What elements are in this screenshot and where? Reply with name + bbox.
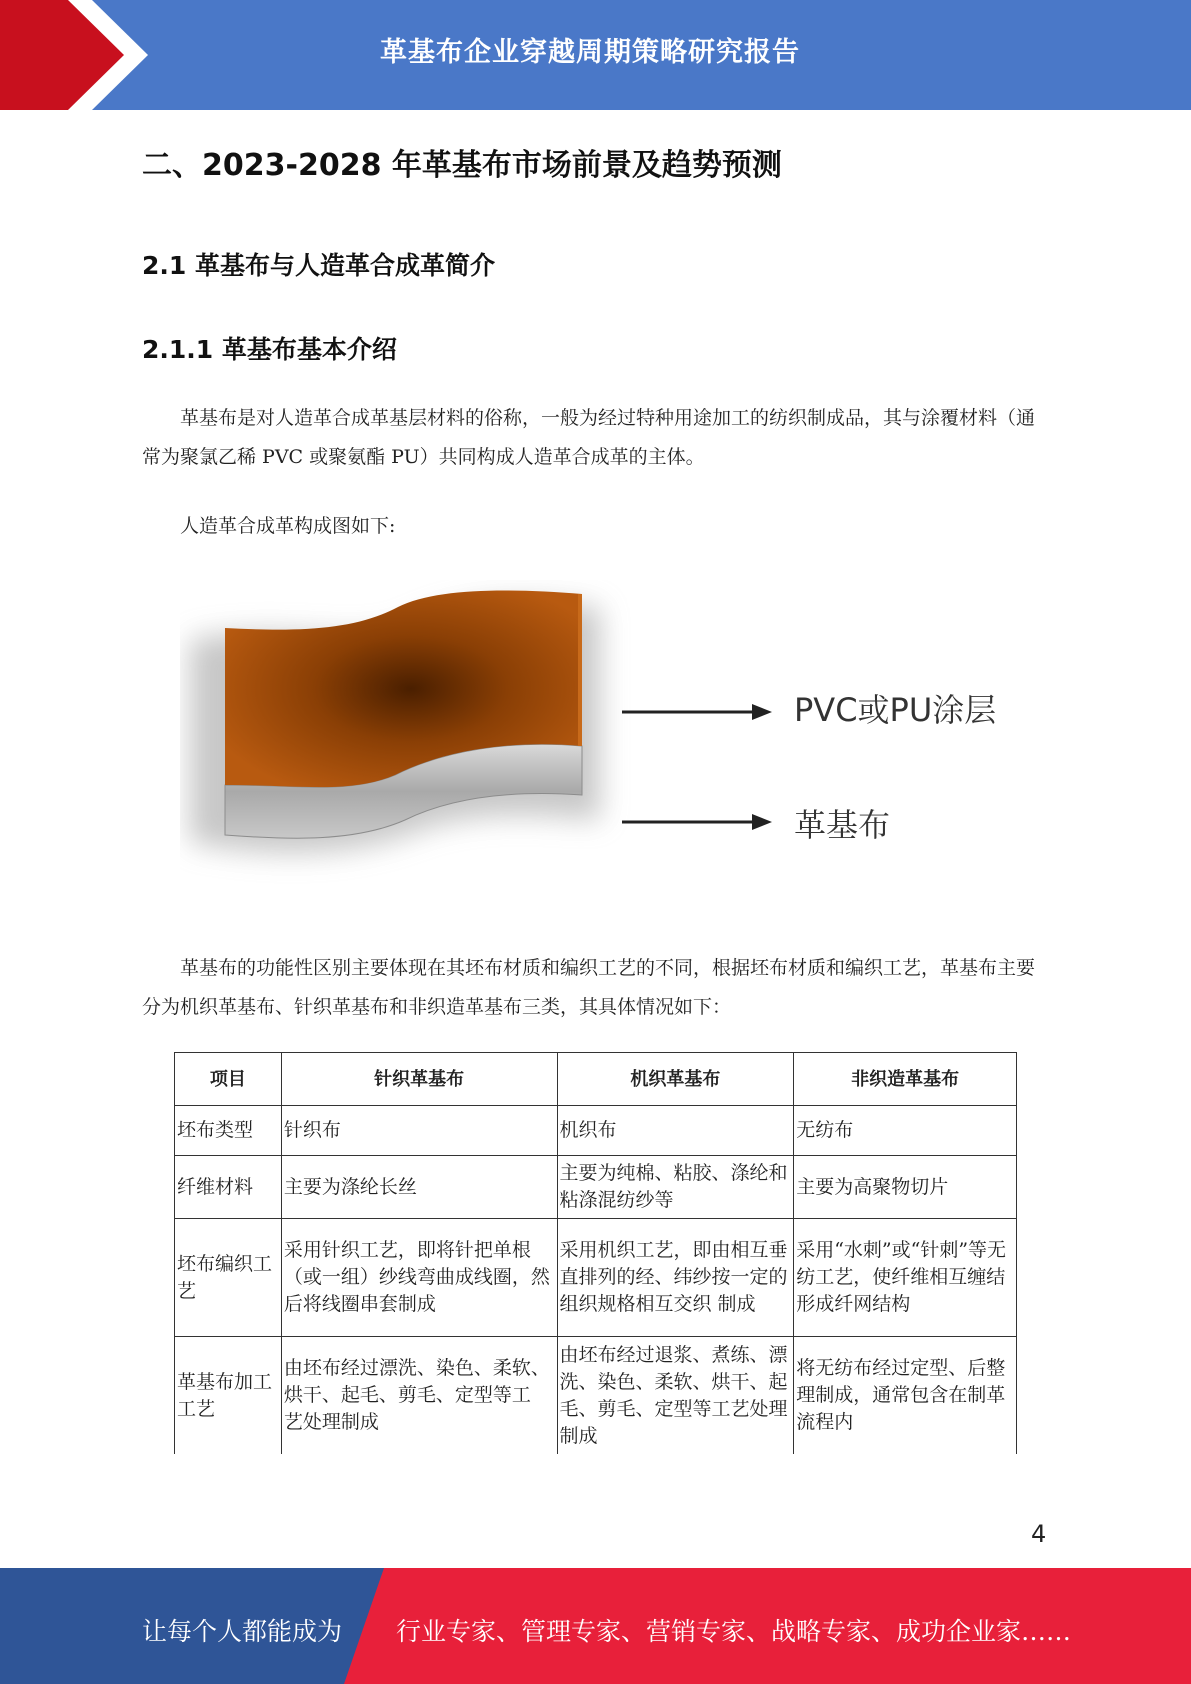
table-cell: 将无纺布经过定型、后整理制成，通常包含在制革流程内 bbox=[794, 1337, 1017, 1455]
coating-label: PVC或PU涂层 bbox=[794, 691, 997, 729]
report-title: 革基布企业穿越周期策略研究报告 bbox=[380, 37, 800, 68]
table-header-cell: 机织革基布 bbox=[557, 1053, 794, 1106]
subsubsection-heading: 2.1.1 革基布基本介绍 bbox=[142, 335, 397, 364]
intro-paragraph: 革基布是对人造革合成革基层材料的俗称，一般为经过特种用途加工的纺织制成品，其与涂覆材料（通常为聚氯乙稀 PVC 或聚氨酯 PU）共同构成人造革合成革的主体。 bbox=[142, 407, 1036, 468]
table-cell: 主要为涤纶长丝 bbox=[281, 1156, 557, 1219]
table-header-row bbox=[175, 1053, 1017, 1106]
table-cell: 革基布加工工艺 bbox=[175, 1337, 282, 1455]
fabric-comparison-table bbox=[174, 1052, 1017, 1455]
page-header bbox=[0, 0, 1191, 110]
table-page-break bbox=[170, 1454, 1022, 1474]
table-cell: 采用“水刺”或“针刺”等无纺工艺，使纤维相互缠结形成纤网结构 bbox=[794, 1219, 1017, 1337]
table-header-cell: 项目 bbox=[175, 1053, 282, 1106]
base-fabric-label: 革基布 bbox=[794, 806, 891, 844]
table-cell: 主要为高聚物切片 bbox=[794, 1156, 1017, 1219]
table-cell: 无纺布 bbox=[794, 1106, 1017, 1156]
table-row bbox=[175, 1337, 1017, 1455]
section-heading: 二、2023-2028 年革基布市场前景及趋势预测 bbox=[142, 148, 782, 183]
table-row bbox=[175, 1219, 1017, 1337]
table-cell: 纤维材料 bbox=[175, 1156, 282, 1219]
table-row bbox=[175, 1106, 1017, 1156]
table-cell: 针织布 bbox=[281, 1106, 557, 1156]
leather-structure-diagram bbox=[180, 580, 1020, 900]
table-header-cell: 针织革基布 bbox=[281, 1053, 557, 1106]
table-cell: 采用机织工艺，即由相互垂直排列的经、纬纱按一定的组织规格相互交织 制成 bbox=[557, 1219, 794, 1337]
table-cell: 坯布类型 bbox=[175, 1106, 282, 1156]
footer-slogan-left: 让每个人都能成为 bbox=[142, 1617, 343, 1646]
leather-layer-illustration bbox=[180, 580, 1020, 900]
table-cell: 主要为纯棉、粘胶、涤纶和粘涤混纺纱等 bbox=[557, 1156, 794, 1219]
table-header-cell: 非织造革基布 bbox=[794, 1053, 1017, 1106]
page-footer bbox=[0, 1568, 1191, 1684]
table-row bbox=[175, 1156, 1017, 1219]
table-cell: 坯布编织工艺 bbox=[175, 1219, 282, 1337]
table-cell: 由坯布经过漂洗、染色、柔软、 烘干、起毛、剪毛、定型等工 艺处理制成 bbox=[281, 1337, 557, 1455]
diagram-intro: 人造革合成革构成图如下: bbox=[180, 515, 396, 537]
table-cell: 由坯布经过退浆、煮练、漂洗、染色、柔软、烘干、起毛、剪毛、定型等工艺处理制成 bbox=[557, 1337, 794, 1455]
table-cell: 机织布 bbox=[557, 1106, 794, 1156]
classification-paragraph: 革基布的功能性区别主要体现在其坯布材质和编织工艺的不同，根据坯布材质和编织工艺，革基布主要分为机织革基布、针织革基布和非织造革基布三类，其具体情况如下： bbox=[142, 957, 1036, 1018]
subsection-heading: 2.1 革基布与人造革合成革简介 bbox=[142, 251, 495, 280]
footer-slogan-right: 行业专家、管理专家、营销专家、战略专家、成功企业家…… bbox=[396, 1617, 1072, 1646]
page-number: 4 bbox=[1031, 1520, 1047, 1548]
header-arrow-shape bbox=[0, 0, 160, 110]
table-cell: 采用针织工艺，即将针把单根（或一组）纱线弯曲成线圈，然后将线圈串套制成 bbox=[281, 1219, 557, 1337]
